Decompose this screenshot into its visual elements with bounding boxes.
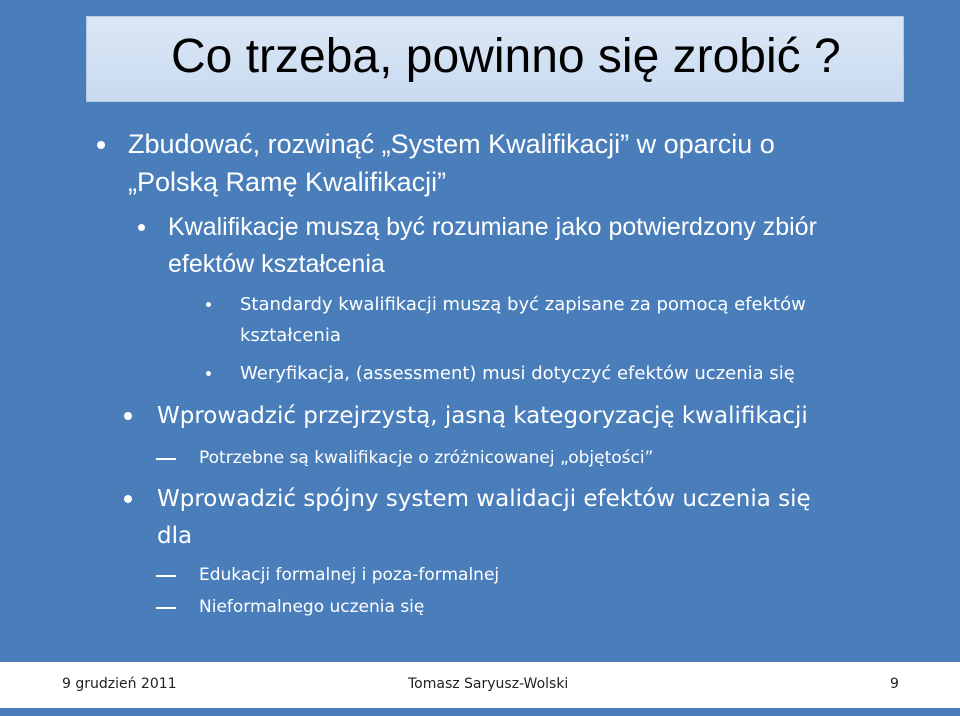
bullet-text-8: Edukacji formalnej i poza-formalnej (199, 565, 500, 585)
bullet-text-1b: „Polską Ramę Kwalifikacji” (128, 167, 447, 197)
bullet-text-2a: Kwalifikacje muszą być rozumiane jako potwierdzony zbiór (168, 213, 817, 241)
title-box (86, 16, 904, 102)
bullet-icon (206, 371, 211, 376)
bullet-icon (124, 412, 132, 420)
bullet-icon (138, 224, 145, 231)
dash-icon (156, 458, 176, 460)
bullet-text-4: Weryfikacja, (assessment) musi dotyczyć efektów uczenia się (240, 363, 795, 384)
bullet-text-6: Potrzebne są kwalifikacje o zróżnicowanej „objętości” (199, 448, 654, 468)
footer-date: 9 grudzień 2011 (62, 676, 177, 692)
bullet-icon (124, 495, 132, 503)
bullet-text-3a: Standardy kwalifikacji muszą być zapisane za pomocą efektów (240, 294, 806, 315)
bullet-text-9: Nieformalnego uczenia się (199, 597, 425, 617)
footer-page-number: 9 (890, 676, 899, 692)
bullet-text-1a: Zbudować, rozwinąć „System Kwalifikacji” w oparciu o (128, 129, 775, 159)
bullet-text-5: Wprowadzić przejrzystą, jasną kategoryzację kwalifikacji (157, 403, 808, 429)
footer-author: Tomasz Saryusz-Wolski (408, 676, 569, 692)
bullet-text-7b: dla (157, 523, 193, 549)
footer (0, 662, 960, 708)
dash-icon (156, 575, 176, 577)
dash-icon (156, 607, 176, 609)
bullet-icon (97, 141, 105, 149)
slide-title: Co trzeba, powinno się zrobić ? (171, 30, 841, 83)
bullet-text-2b: efektów kształcenia (168, 250, 385, 278)
bullet-text-3b: kształcenia (240, 325, 341, 346)
bullet-icon (206, 302, 211, 307)
bullet-text-7a: Wprowadzić spójny system walidacji efektów uczenia się (157, 486, 811, 512)
